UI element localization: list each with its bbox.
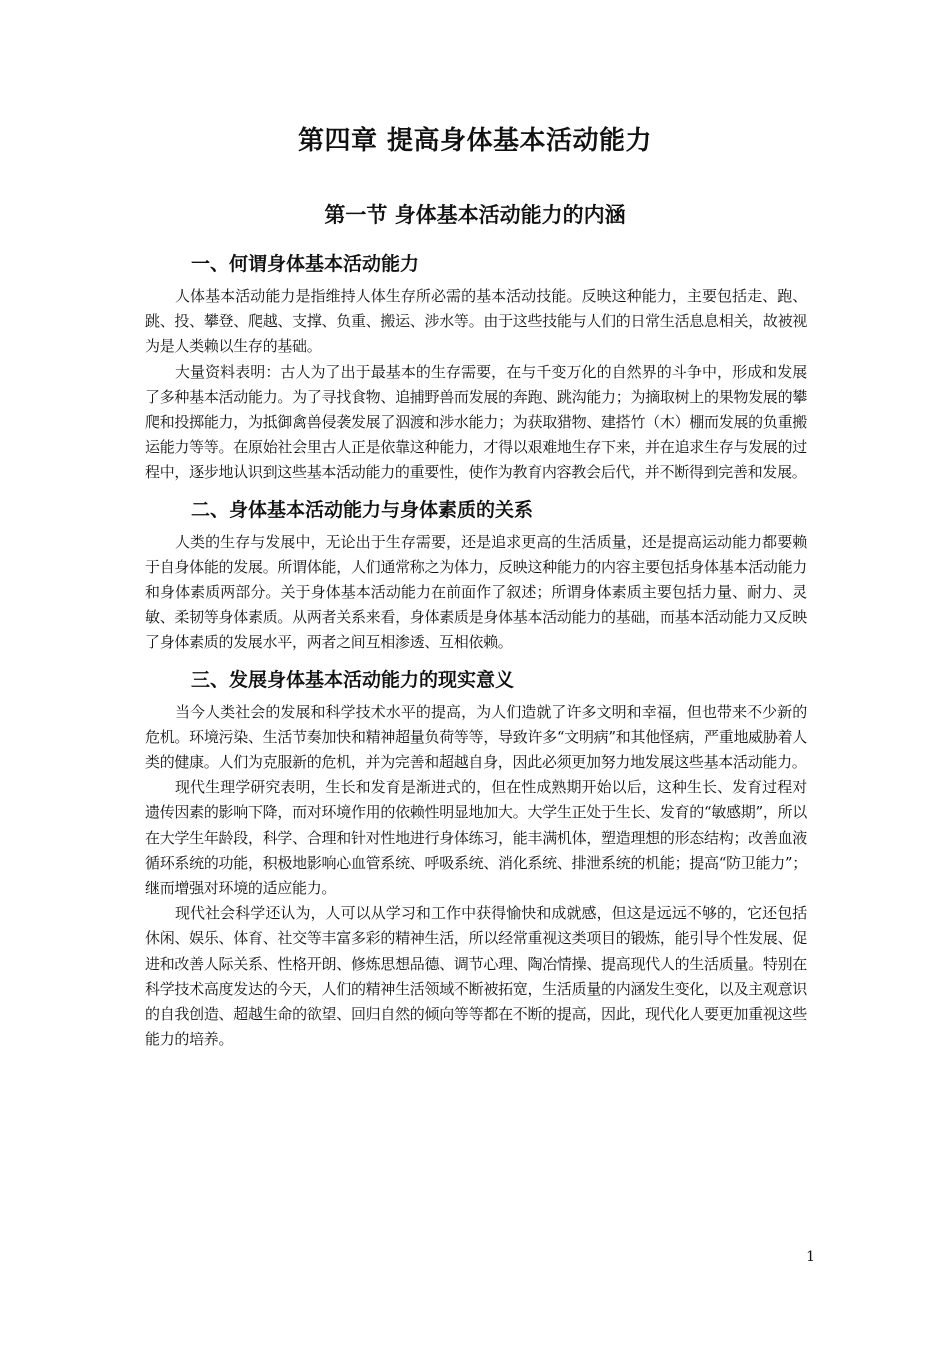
paragraph: 现代社会科学还认为，人可以从学习和工作中获得愉快和成就感，但这是远远不够的，它还包括休闲、娱乐、体育、社交等丰富多彩的精神生活，所以经常重视这类项目的锻炼，能引导个性发展、促进和改善人际关系、性格开朗、修炼思想品德、调节心理、陶冶情操、提高现代人的生活质量。特别在科学技术高度发达的今天，人们的精神生活领域不断被拓宽，生活质量的内涵发生变化，以及主观意识的自我创造、超越生命的欲望、回归自然的倾向等等都在不断的提高，因此，现代化人要更加重视这些能力的培养。: [145, 904, 807, 1049]
paragraph: 人体基本活动能力是指维持人体生存所必需的基本活动技能。反映这种能力，主要包括走、跑、跳、投、攀登、爬越、支撑、负重、搬运、涉水等。由于这些技能与人们的日常生活息息相关，故被视为是人类赖以生存的基础。: [145, 287, 807, 356]
document-body: [145, 250, 807, 1062]
chapter-title: 第四章 提高身体基本活动能力: [297, 126, 653, 156]
subsection-heading: 三、发展身体基本活动能力的现实意义: [191, 668, 515, 691]
subsection-heading: 一、何谓身体基本活动能力: [191, 253, 420, 275]
page-number: 1: [806, 1249, 815, 1265]
subsection-heading: 二、身体基本活动能力与身体素质的关系: [191, 498, 534, 521]
paragraph: 大量资料表明：古人为了出于最基本的生存需要，在与千变万化的自然界的斗争中，形成和发展了多种基本活动能力。为了寻找食物、追捕野兽而发展的奔跑、跳沟能力；为摘取树上的果物发展的攀爬和投掷能力，为抵御禽兽侵袭发展了泅渡和涉水能力；为获取猎物、建搭竹（木）棚而发展的负重搬运能力等等。在原始社会里古人正是依靠这种能力，才得以艰难地生存下来，并在追求生存与发展的过程中，逐步地认识到这些基本活动能力的重要性，使作为教育内容教会后代，并不断得到完善和发展。: [145, 362, 807, 482]
subsection-3: [145, 666, 807, 1053]
paragraph: 现代生理学研究表明，生长和发育是渐进式的，但在性成熟期开始以后，这种生长、发育过程对遗传因素的影响下降，而对环境作用的依赖性明显地加大。大学生正处于生长、发育的“敏感期”，所以在大学生年龄段，科学、合理和针对性地进行身体练习，能丰满机体，塑造理想的形态结构；改善血液循环系统的功能，积极地影响心血管系统、呼吸系统、消化系统、排泄系统的机能；提高“防卫能力”；继而增强对环境的适应能力。: [145, 778, 807, 898]
subsection-2: [145, 496, 807, 656]
section-title: 第一节 身体基本活动能力的内涵: [324, 203, 626, 227]
subsection-1: [145, 250, 807, 486]
paragraph: 当今人类社会的发展和科学技术水平的提高，为人们造就了许多文明和幸福，但也带来不少新的危机。环境污染、生活节奏加快和精神超量负荷等等，导致许多“文明病”和其他怪病，严重地威胁着人类的健康。人们为克服新的危机，并为完善和超越自身，因此必须更加努力地发展这些基本活动能力。: [145, 702, 807, 772]
paragraph: 人类的生存与发展中，无论出于生存需要，还是追求更高的生活质量，还是提高运动能力都要赖于自身体能的发展。所谓体能，人们通常称之为体力，反映这种能力的内容主要包括身体基本活动能力和身体素质两部分。关于身体基本活动能力在前面作了叙述；所谓身体素质主要包括力量、耐力、灵敏、柔韧等身体素质。从两者关系来看，身体素质是身体基本活动能力的基础，而基本活动能力又反映了身体素质的发展水平，两者之间互相渗透、互相依赖。: [145, 532, 807, 652]
